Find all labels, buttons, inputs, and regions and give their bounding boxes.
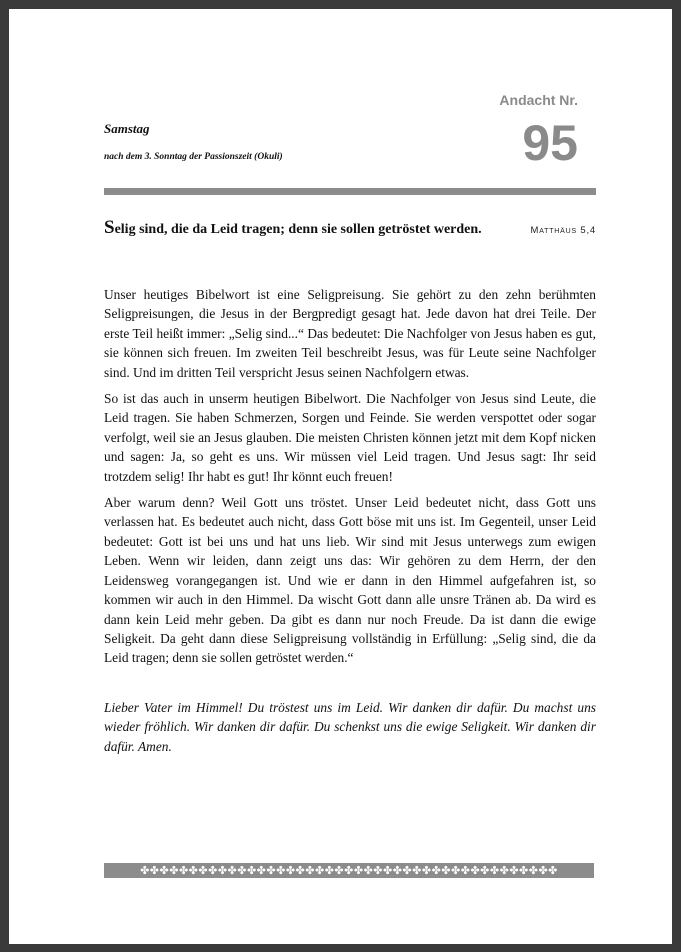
body-paragraph: Aber warum denn? Weil Gott uns tröstet. Unser Leid bedeutet nicht, dass Gott uns verlassen hat. Es bedeutet auch nicht, dass Gott böse mit uns ist. Im Gegenteil, unser Leid bedeutet: Gott ist bei uns und hat uns lieb. Wir sind mit Jesus unterwegs zum ewigen Leben. Wenn wir leiden, dann zeigt uns das: Wir gehören zu dem Herrn, der den Leidensweg vorangegangen ist. Und wie er dann in den Himmel aufgefahren ist, so kommen wir auch in den Himmel. Da wischt Gott dann alle unsre Tränen ab. Da wird es dann kein Leid mehr geben. Da gibt es dann nur noch Freude. Da ist dann die ewige Seligkeit. Da geht dann diese Seligpreisung vollständig in Erfüllung: „Selig sind, die da Leid tragen; denn sie sollen getröstet werden.“ bbox=[104, 495, 596, 666]
body-paragraph: So ist das auch in unserm heutigen Bibelwort. Die Nachfolger von Jesus sind Leute, die Leid tragen. Sie haben Schmerzen, Sorgen und Feinde. Sie werden verspottet oder sogar verfolgt, weil sie an Jesus glauben. Die meisten Christen können jetzt mit dem Kopf nicken und sagen: Ja, so geht es uns. Wir müssen viel Leid tragen. Und Jesus sagt: Ihr seid trotzdem selig! Ihr habt es gut! Ihr könnt euch freuen! bbox=[104, 391, 596, 484]
devotion-number: 95 bbox=[522, 115, 578, 171]
occasion-subtitle: nach dem 3. Sonntag der Passionszeit (Okuli) bbox=[104, 152, 283, 162]
verse-body: elig sind, die da Leid tragen; denn sie sollen getröstet werden. bbox=[114, 222, 482, 237]
document-page bbox=[9, 9, 672, 944]
ornamental-footer-divider: ✤✤✤✤✤✤✤✤✤✤✤✤✤✤✤✤✤✤✤✤✤✤✤✤✤✤✤✤✤✤✤✤✤✤✤✤✤✤✤✤✤✤✤ bbox=[104, 863, 594, 878]
header-divider bbox=[104, 188, 596, 195]
prayer-text: Lieber Vater im Himmel! Du tröstest uns im Leid. Wir danken dir dafür. Du machst uns wieder fröhlich. Wir danken dir dafür. Du schenkst uns die ewige Seligkeit. Wir danken dir dafür. Amen. bbox=[104, 700, 596, 754]
devotion-label: Andacht Nr. bbox=[499, 92, 578, 108]
verse-reference: Matthäus 5,4 bbox=[530, 225, 596, 236]
day-title: Samstag bbox=[104, 121, 150, 136]
devotion-body bbox=[104, 285, 596, 675]
body-paragraph: Unser heutiges Bibelwort ist eine Seligpreisung. Sie gehört zu den zehn berühmten Seligpreisungen, die Jesus in der Bergpredigt gesagt hat. Jede davon hat drei Teile. Der erste Teil heißt immer: „Selig sind...“ Das bedeutet: Die Nachfolger von Jesus haben es gut, sie können sich freuen. Im zweiten Teil beschreibt Jesus, was für Leute seine Nachfolger sind. Und im dritten Teil verspricht Jesus seinen Nachfolgern etwas. bbox=[104, 287, 596, 380]
verse-text bbox=[104, 217, 482, 239]
bible-verse bbox=[104, 217, 596, 239]
verse-initial: S bbox=[104, 217, 115, 238]
